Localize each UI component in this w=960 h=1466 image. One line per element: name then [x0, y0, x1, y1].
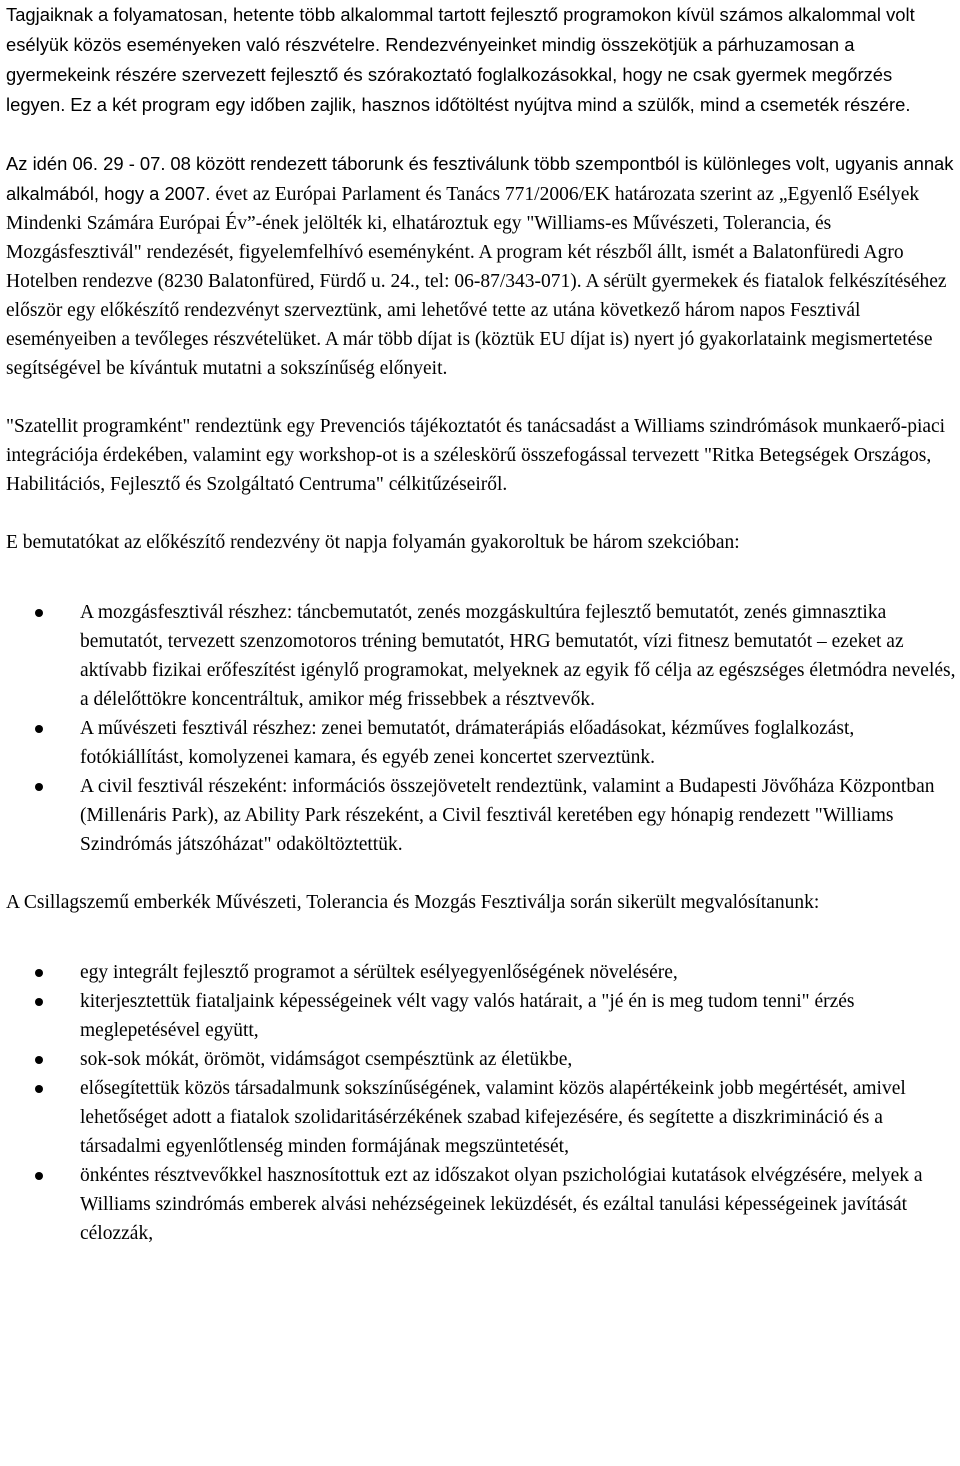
- bullet-icon: [35, 998, 43, 1006]
- intro-paragraph: [6, 0, 956, 120]
- list-item: [6, 598, 956, 714]
- spacer: [6, 859, 956, 888]
- list-item-text: A művészeti fesztivál részhez: zenei bemutatót, drámaterápiás előadásokat, kézműves foglalkozást, fotókiállítást, komolyzenei kamara, és egyéb zenei koncertet szerveztünk.: [80, 718, 855, 768]
- list-item: [6, 714, 956, 772]
- festival-text-part2: 08 között rendezett táborunk és fesztiválunk több szempontból is különleges volt, ugyanis annak alkalmából, hogy a 2007.: [6, 153, 954, 204]
- festival-paragraph: [6, 149, 956, 383]
- achievements-intro-paragraph: A Csillagszemű emberkék Művészeti, Tolerancia és Mozgás Fesztiválja során sikerült megvalósítanunk:: [6, 892, 820, 913]
- list-item: [6, 958, 956, 987]
- list-item: [6, 1161, 956, 1248]
- intro-text-part2: Ez a két program egy időben zajlik, hasznos időtöltést nyújtva mind a szülők, mind a csemeték részére.: [70, 94, 911, 115]
- spacer: [6, 383, 956, 412]
- bullet-icon: [35, 969, 43, 977]
- festival-text-part3: évet az Európai Parlament és Tanács 771/2006/EK határozata szerint az „Egyenlő Esélyek Mindenki Számára Európai Év”-ének jelölték ki, elhatároztuk egy "Williams-es Művészeti, Tolerancia, és Mozgásfesztivál" rendezését, figyelemfelhívó eseményként. A program két részből állt, ismét a Balatonfüredi Agro Hotelben rendezve (8230 Balatonfüred, Fürdő u. 24., tel: 06-87/343-071). A sérült gyermekek és fiatalok felkészítéséhez először egy előkészítő rendezvényt szerveztünk, ami lehetővé tette az utána következő három napos Fesztivál eseményeiben a tevőleges részvételüket. A már több díjat is (köztük EU díjat is) nyert jó gyakorlataink megismertetése segítségével be kívántuk mutatni a sokszínűség előnyeit.: [6, 184, 947, 379]
- list-item: [6, 987, 956, 1045]
- achievements-list: [6, 958, 956, 1248]
- spacer: [6, 557, 956, 598]
- festival-text-part1: Az idén 06. 29 - 07.: [6, 153, 166, 174]
- list-item-text: A civil fesztivál részeként: információs összejövetelt rendeztünk, valamint a Budapesti Jövőháza Központban (Millenáris Park), az Ability Park részeként, a Civil fesztivál keretében egy hónapig rendezett "Williams Szindrómás játszóházat" odaköltöztettük.: [80, 776, 935, 855]
- bullet-icon: [35, 783, 43, 791]
- bullet-icon: [35, 1172, 43, 1180]
- spacer: [6, 120, 956, 149]
- list-item-text: önkéntes résztvevőkkel hasznosítottuk ezt az időszakot olyan pszichológiai kutatások elvégzésére, melyek a Williams szindrómás emberek alvási nehézségeinek leküzdését, és ezáltal tanulási képességeinek javítását célozzák,: [80, 1165, 923, 1244]
- sections-list: [6, 598, 956, 859]
- list-item-text: A mozgásfesztivál részhez: táncbemutatót, zenés mozgáskultúra fejlesztő bemutatót, zenés gimnasztika bemutatót, tervezett szenzomotoros tréning bemutatót, HRG bemutatót, vízi fitnesz bemutatót – ezeket az aktívabb fizikai erőfeszítést igénylő programokat, melyeknek az egyik fő célja az egészséges életmódra nevelés, a délelőttökre koncentráltuk, amikor még frissebbek a résztvevők.: [80, 602, 956, 710]
- bullet-icon: [35, 609, 43, 617]
- list-item-text: sok-sok mókát, örömöt, vidámságot csempésztünk az életükbe,: [80, 1049, 573, 1070]
- intro-text-part1: Tagjaiknak a folyamatosan, hetente több alkalommal tartott fejlesztő programokon kívül számos alkalommal volt esélyük közös eseményeken való részvételre. Rendezvényeinket mindig összekötjük a párhuzamosan a gyermekeink részére szervezett fejlesztő és szórakoztató foglalkozásokkal, hogy ne csak gyermek megőrzés legyen.: [6, 4, 915, 115]
- bullet-icon: [35, 1085, 43, 1093]
- bullet-icon: [35, 725, 43, 733]
- sections-intro-paragraph: E bemutatókat az előkészítő rendezvény öt napja folyamán gyakoroltuk be három szekcióban:: [6, 532, 740, 553]
- document-page: [6, 0, 956, 1248]
- satellite-paragraph: "Szatellit programként" rendeztünk egy Prevenciós tájékoztatót és tanácsadást a Williams szindrómások munkaerő-piaci integrációja érdekében, valamint egy workshop-ot is a széleskörű összefogással tervezett "Ritka Betegségek Országos, Habilitációs, Fejlesztő és Szolgáltató Centruma" célkitűzéseiről.: [6, 416, 946, 495]
- list-item: [6, 772, 956, 859]
- list-item-text: egy integrált fejlesztő programot a sérültek esélyegyenlőségének növelésére,: [80, 962, 678, 983]
- bullet-icon: [35, 1056, 43, 1064]
- list-item-text: kiterjesztettük fiataljaink képességeinek vélt vagy valós határait, a "jé én is meg tudom tenni" érzés meglepetésével együtt,: [80, 991, 855, 1041]
- list-item: [6, 1074, 956, 1161]
- spacer: [6, 917, 956, 958]
- list-item-text: elősegítettük közös társadalmunk sokszínűségének, valamint közös alapértékeink jobb megértését, amivel lehetőséget adott a fiatalok szolidaritásérzékének szabad kifejezésére, és segítette a diszkrimináció és a társadalmi egyenlőtlenség minden formájának megszüntetését,: [80, 1078, 906, 1157]
- list-item: [6, 1045, 956, 1074]
- spacer: [6, 499, 956, 528]
